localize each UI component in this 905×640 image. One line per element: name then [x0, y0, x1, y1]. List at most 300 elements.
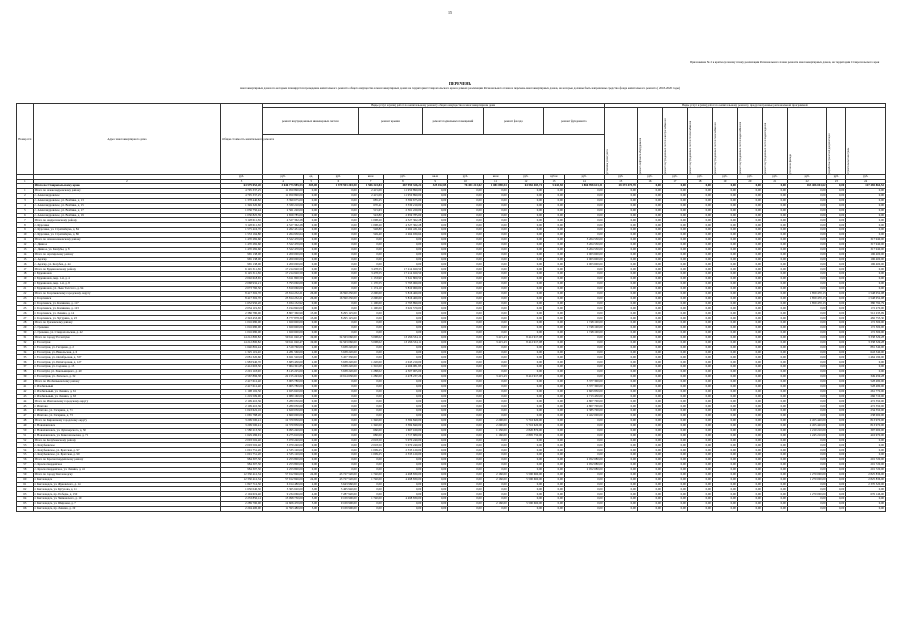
value-cell: 2 204 400,00 [221, 507, 263, 512]
row-index-cell: 63 [17, 492, 34, 497]
unit-cell: руб. [662, 175, 687, 179]
address-cell: с. Красногвардейское, ул. Ленина, д. 41 [33, 467, 221, 472]
value-cell: 2 925 620,00 [262, 389, 304, 394]
value-cell: 0,00 [737, 203, 762, 208]
value-cell: 1 245 210,00 [787, 433, 827, 438]
value-cell: 0,00 [319, 306, 359, 311]
value-cell: 3 209 500,41 [221, 418, 263, 423]
address-cell: с. Грачевка, ул. Ставропольская, д. 42 [33, 330, 221, 335]
value-cell: 5 070 240,00 [262, 438, 304, 443]
value-cell: 0,00 [712, 218, 737, 223]
value-cell: 0,00 [827, 365, 846, 370]
value-cell: 1 130,00 [483, 428, 508, 433]
value-cell: 1 001 751,20 [221, 448, 263, 453]
value-cell: 0,00 [483, 389, 508, 394]
value-cell: 0,00 [827, 428, 846, 433]
value-cell: 0,00 [662, 389, 687, 394]
vertical-header: ремонт внутридомовых систем газоснабжения [713, 122, 717, 175]
value-cell: 5 905 780,00 [262, 384, 304, 389]
value-cell: 0,00 [304, 306, 319, 311]
value-cell: 0,00 [662, 507, 687, 512]
row-index-cell: 16 [17, 262, 34, 267]
value-cell: 0,00 [846, 203, 886, 208]
value-cell: 0,00 [448, 384, 483, 389]
value-cell: 0,00 [662, 208, 687, 213]
address-cell: г. Новопавловск [33, 423, 221, 428]
value-cell: 0,00 [604, 453, 637, 458]
value-cell: 0,00 [319, 448, 359, 453]
value-cell: 0,00 [687, 453, 712, 458]
value-cell: 0,00 [564, 306, 604, 311]
value-cell: 0,00 [508, 467, 543, 472]
value-cell: 2 820 870,00 [508, 428, 543, 433]
value-cell: 0,00 [304, 389, 319, 394]
value-cell: 0,00 [423, 379, 448, 384]
value-cell: 0,00 [712, 213, 737, 218]
value-cell: 0,00 [787, 238, 827, 243]
value-cell: 0,00 [319, 443, 359, 448]
value-cell: 0,00 [508, 272, 543, 277]
value-cell: 0,00 [662, 340, 687, 345]
value-cell: 0,00 [544, 350, 565, 355]
value-cell: 0,00 [762, 394, 787, 399]
value-cell: 0,00 [846, 438, 886, 443]
value-cell: 0,00 [827, 330, 846, 335]
address-cell: с. Грачевка [33, 326, 221, 331]
value-cell: 0,00 [762, 443, 787, 448]
value-cell: 0,00 [762, 497, 787, 502]
unit-cell: кв.м [358, 175, 383, 179]
value-cell: 8 777 878,30 [262, 316, 304, 321]
value-cell: 0,00 [662, 267, 687, 272]
value-cell: 2 535 120,00 [262, 453, 304, 458]
value-cell: 0,00 [827, 296, 846, 301]
value-cell: 0,00 [712, 306, 737, 311]
value-cell: 0,00 [662, 472, 687, 477]
value-cell: 0,00 [423, 242, 448, 247]
value-cell: 0,00 [544, 502, 565, 507]
value-cell: 0,00 [604, 194, 637, 199]
value-cell: 0,00 [712, 462, 737, 467]
value-cell: 0,00 [448, 296, 483, 301]
value-cell: 0,00 [483, 301, 508, 306]
address-cell: Итого по Александровскому району [33, 189, 221, 194]
value-cell: 0,00 [423, 428, 448, 433]
value-cell: 5 683 430,00 [262, 360, 304, 365]
value-cell: 76 451 213,02 [448, 184, 483, 189]
value-cell: 0,00 [846, 189, 886, 194]
value-cell: 0,00 [687, 394, 712, 399]
value-cell: 0,00 [423, 282, 448, 287]
value-cell: 5 377 300,00 [564, 384, 604, 389]
value-cell: 3 638 220,00 [319, 370, 359, 375]
address-cell: Итого по Арзгирскому району [33, 252, 221, 257]
address-cell: с. Александровское [33, 194, 221, 199]
row-index-cell: 13 [17, 247, 34, 252]
value-cell: 0,00 [637, 399, 662, 404]
value-cell: 0,00 [483, 262, 508, 267]
value-cell: 0,00 [762, 335, 787, 340]
value-cell: 12 370 850,00 [262, 418, 304, 423]
value-cell: 0,00 [687, 355, 712, 360]
value-cell: 0,00 [448, 438, 483, 443]
value-cell: 0,00 [319, 379, 359, 384]
value-cell: 14 212 800,82 [221, 340, 263, 345]
value-cell: 0,00 [737, 482, 762, 487]
value-cell: 0,00 [423, 497, 448, 502]
value-cell: 0,00 [637, 228, 662, 233]
value-cell: 0,00 [662, 233, 687, 238]
value-cell: 349 459,28 [846, 374, 886, 379]
value-cell: 0,00 [304, 423, 319, 428]
value-cell: 0,00 [423, 482, 448, 487]
value-cell: 0,00 [687, 492, 712, 497]
value-cell: 0,00 [637, 443, 662, 448]
address-cell: г. Кисловодск, пр. Победы, д. 150 [33, 492, 221, 497]
value-cell: 0,00 [423, 316, 448, 321]
value-cell: 0,00 [448, 321, 483, 326]
value-cell: 2 415,09 [358, 194, 383, 199]
value-cell: 26,00 [304, 291, 319, 296]
value-cell: 6 145 311,36 [221, 272, 263, 277]
value-cell: 3 522 470,00 [262, 242, 304, 247]
value-cell: 0,00 [604, 291, 637, 296]
value-cell: 0,00 [423, 477, 448, 482]
value-cell: 0,00 [637, 379, 662, 384]
value-cell: 0,00 [687, 482, 712, 487]
value-cell: 0,00 [544, 267, 565, 272]
row-index-cell: 31 [17, 335, 34, 340]
value-cell: 0,00 [712, 194, 737, 199]
value-cell: 0,00 [358, 492, 383, 497]
value-cell: 0,00 [319, 238, 359, 243]
value-cell: 0,00 [687, 414, 712, 419]
value-cell: 0,00 [358, 326, 383, 331]
value-cell: 3 338 529,28 [846, 335, 886, 340]
value-cell: 1 575 416,70 [221, 228, 263, 233]
value-cell: 0,00 [827, 458, 846, 463]
value-cell: 5 377 300,00 [564, 379, 604, 384]
value-cell: 0,00 [712, 316, 737, 321]
value-cell: 0,00 [604, 247, 637, 252]
value-cell: 0,00 [604, 208, 637, 213]
value-cell: 2,00 [304, 370, 319, 375]
value-cell: 0,00 [604, 502, 637, 507]
value-cell: 0,00 [304, 321, 319, 326]
unit-cell: руб. [846, 175, 886, 179]
value-cell: 0,00 [448, 482, 483, 487]
value-cell: 0,00 [737, 213, 762, 218]
value-cell: 0,00 [712, 467, 737, 472]
value-cell: 0,00 [787, 360, 827, 365]
value-cell: 0,00 [544, 443, 565, 448]
address-cell: с. Курсавка [33, 223, 221, 228]
value-cell: 0,00 [319, 262, 359, 267]
column-number-cell: 15 [604, 179, 637, 183]
value-cell: 0,00 [304, 458, 319, 463]
value-cell: 0,00 [662, 399, 687, 404]
value-cell: 0,00 [737, 453, 762, 458]
value-cell: 2 003 600,00 [564, 257, 604, 262]
value-cell: 2 567 896,38 [221, 374, 263, 379]
value-cell: 0,00 [787, 482, 827, 487]
value-cell: 11 950 890,00 [262, 189, 304, 194]
value-cell: 0,00 [483, 345, 508, 350]
value-cell: 172 500,00 [846, 330, 886, 335]
value-cell: 2,00 [304, 482, 319, 487]
value-cell: 0,00 [737, 394, 762, 399]
value-cell: 0,00 [637, 365, 662, 370]
value-cell: 0,00 [508, 306, 543, 311]
value-cell: 0,00 [637, 423, 662, 428]
value-cell: 0,00 [304, 233, 319, 238]
value-cell: 0,00 [762, 189, 787, 194]
value-cell: 17 214 920,50 [262, 267, 304, 272]
value-cell: 0,00 [687, 277, 712, 282]
vertical-header: строительный контроль [847, 148, 851, 175]
value-cell: 0,00 [604, 370, 637, 375]
row-index-cell: 15 [17, 257, 34, 262]
value-cell: 0,00 [662, 355, 687, 360]
value-cell: 2 200 000,00 [262, 252, 304, 257]
value-cell: 25 814 232,21 [262, 296, 304, 301]
row-index-cell: 4 [17, 203, 34, 208]
value-cell: 3 415,43 [483, 374, 508, 379]
value-cell: 0,00 [423, 462, 448, 467]
value-cell: 0,00 [637, 272, 662, 277]
value-cell: 0,00 [827, 233, 846, 238]
value-cell: 2 385 700,00 [564, 409, 604, 414]
value-cell: 0,00 [423, 340, 448, 345]
value-cell: 0,00 [787, 321, 827, 326]
value-cell: 0,00 [483, 218, 508, 223]
value-cell: 0,00 [423, 458, 448, 463]
value-cell: 2 003 600,00 [564, 262, 604, 267]
value-cell: 1 016 680,00 [221, 330, 263, 335]
value-cell: 0,00 [304, 330, 319, 335]
value-cell: 660,00 [358, 428, 383, 433]
value-cell: 0,00 [544, 301, 565, 306]
row-index-cell: 10 [17, 233, 34, 238]
value-cell: 0,00 [564, 448, 604, 453]
value-cell: 0,00 [483, 194, 508, 199]
value-cell: 965 138,00 [221, 262, 263, 267]
value-cell: 0,00 [304, 379, 319, 384]
row-index-cell: 57 [17, 462, 34, 467]
value-cell: 0,00 [304, 399, 319, 404]
address-cell: с. Кочубеевское, ул. Братская, д. 97 [33, 448, 221, 453]
value-cell: 0,00 [604, 389, 637, 394]
value-cell: 0,00 [423, 233, 448, 238]
row-index-cell: 35 [17, 355, 34, 360]
value-cell: 5 590 660,00 [508, 472, 543, 477]
value-cell: 0,00 [637, 389, 662, 394]
value-cell: 1 548 052,08 [846, 291, 886, 296]
address-cell: г. Буденновск, ул. Льва Толстого, д. 94 [33, 286, 221, 291]
value-cell: 3 415,43 [483, 340, 508, 345]
value-cell: 2 713 450,00 [564, 394, 604, 399]
value-cell: 0,00 [827, 438, 846, 443]
value-cell: 0,00 [604, 497, 637, 502]
value-cell: 1 270 000,00 [787, 472, 827, 477]
value-cell: 5 098,02 [358, 335, 383, 340]
value-cell: 0,00 [662, 194, 687, 199]
value-cell: 2 455 420,00 [787, 418, 827, 423]
unit-cell: руб. [637, 175, 662, 179]
value-cell: 0,00 [762, 340, 787, 345]
value-cell: 0,00 [637, 262, 662, 267]
value-cell: 0,00 [483, 507, 508, 512]
value-cell: 0,00 [687, 340, 712, 345]
sub-header: ремонт фасада [483, 108, 543, 135]
value-cell: 0,00 [604, 326, 637, 331]
value-cell: 0,00 [787, 370, 827, 375]
value-cell: 0,00 [637, 189, 662, 194]
value-cell: 0,00 [712, 472, 737, 477]
value-cell: 0,00 [483, 438, 508, 443]
value-cell: 0,00 [687, 428, 712, 433]
value-cell: 0,00 [637, 296, 662, 301]
value-cell: 0,00 [508, 330, 543, 335]
value-cell: 317 940,00 [846, 247, 886, 252]
value-cell: 0,00 [319, 433, 359, 438]
value-cell: 0,00 [304, 414, 319, 419]
value-cell: 1 065 788,20 [221, 414, 263, 419]
value-cell: 528 480,00 [846, 384, 886, 389]
value-cell: 0,00 [564, 272, 604, 277]
row-index-cell: 21 [17, 286, 34, 291]
value-cell: 0,00 [637, 355, 662, 360]
value-cell: 0,00 [827, 257, 846, 262]
value-cell: 1 859 470,13 [787, 291, 827, 296]
value-cell: 0,00 [762, 458, 787, 463]
value-cell: 1 847 712,50 [221, 482, 263, 487]
value-cell: 1 016 680,00 [221, 326, 263, 331]
value-cell: 0,00 [508, 399, 543, 404]
value-cell: 0,00 [604, 492, 637, 497]
value-cell: 0,00 [737, 316, 762, 321]
value-cell: 0,00 [712, 233, 737, 238]
value-cell: 0,00 [304, 262, 319, 267]
value-cell: 0,00 [712, 487, 737, 492]
value-cell: 0,00 [564, 418, 604, 423]
value-cell: 0,00 [604, 360, 637, 365]
value-cell: 0,00 [508, 350, 543, 355]
value-cell: 3 478,55 [358, 272, 383, 277]
value-cell: 0,00 [737, 282, 762, 287]
value-cell: 0,00 [737, 228, 762, 233]
value-cell: 0,00 [544, 296, 565, 301]
value-cell: 0,00 [827, 326, 846, 331]
value-cell: 0,00 [448, 194, 483, 199]
value-cell: 0,00 [508, 198, 543, 203]
value-cell: 0,00 [827, 379, 846, 384]
value-cell: 11 950 890,00 [262, 194, 304, 199]
value-cell: 1 036 750,44 [221, 208, 263, 213]
value-cell: 0,00 [358, 467, 383, 472]
value-cell: 0,00 [304, 467, 319, 472]
value-cell: 22 155 243,62 [262, 374, 304, 379]
value-cell: 4,00 [304, 492, 319, 497]
value-cell: 0,00 [319, 404, 359, 409]
column-number-cell: 23 [827, 179, 846, 183]
address-cell: г. Ипатово, ул. Гагарина, д. 73 [33, 414, 221, 419]
row-index-cell: 12 [17, 242, 34, 247]
value-cell: 0,00 [604, 262, 637, 267]
value-cell: 7 287 920,00 [319, 492, 359, 497]
value-cell: 4 498 830,00 [383, 472, 423, 477]
value-cell: 984 307,50 [221, 462, 263, 467]
value-cell: 0,00 [827, 389, 846, 394]
value-cell: 5 590 660,00 [508, 502, 543, 507]
value-cell: 2 200 000,00 [262, 262, 304, 267]
value-cell: 0,00 [544, 198, 565, 203]
value-cell: 0,00 [687, 194, 712, 199]
value-cell: 5 070 240,00 [383, 443, 423, 448]
value-cell: 1 740,00 [358, 497, 383, 502]
value-cell: 0,00 [423, 453, 448, 458]
value-cell: 0,00 [737, 492, 762, 497]
value-cell: 0,00 [737, 223, 762, 228]
value-cell: 0,00 [564, 443, 604, 448]
value-cell: 0,00 [604, 340, 637, 345]
col-header-group-a: Виды услуг и (или) работ по капитальному ремонту общего имущества в многоквартирном доме [262, 104, 604, 108]
value-cell: 0,00 [762, 213, 787, 218]
value-cell: 0,00 [604, 355, 637, 360]
value-cell: 0,00 [423, 203, 448, 208]
value-cell: 0,00 [762, 267, 787, 272]
column-number-cell: 1 [17, 179, 34, 183]
value-cell: 1 470 282,60 [221, 242, 263, 247]
value-cell: 0,00 [483, 277, 508, 282]
value-cell: 0,00 [448, 487, 483, 492]
value-cell: 9 109 900,00 [319, 507, 359, 512]
value-cell: 0,00 [737, 428, 762, 433]
value-cell: 0,00 [483, 330, 508, 335]
value-cell: 0,00 [712, 252, 737, 257]
value-cell: 0,00 [448, 443, 483, 448]
value-cell: 0,00 [319, 208, 359, 213]
value-cell: 3 638 220,00 [319, 365, 359, 370]
column-number-cell: 17 [662, 179, 687, 183]
value-cell: 19,00 [304, 335, 319, 340]
value-cell: 0,00 [508, 355, 543, 360]
value-cell: 2 109 410,36 [221, 399, 263, 404]
value-cell: 0,00 [544, 326, 565, 331]
value-cell: 0,00 [604, 399, 637, 404]
value-cell: 0,00 [787, 414, 827, 419]
value-cell: 163 406 043,62 [787, 184, 827, 189]
value-cell: 0,00 [304, 428, 319, 433]
value-cell: 0,00 [662, 404, 687, 409]
value-cell: 0,00 [423, 418, 448, 423]
value-cell: 0,00 [762, 477, 787, 482]
row-index-cell: 17 [17, 267, 34, 272]
value-cell: 0,00 [712, 502, 737, 507]
value-cell: 0,00 [712, 291, 737, 296]
value-cell: 0,00 [304, 448, 319, 453]
value-cell: 4 807 700,00 [564, 404, 604, 409]
value-cell: 3 338 529,28 [846, 340, 886, 345]
value-cell: 0,00 [604, 462, 637, 467]
column-number-cell: 4 [262, 179, 304, 183]
value-cell: 0,00 [762, 247, 787, 252]
value-cell: 0,00 [637, 438, 662, 443]
value-cell: 0,00 [762, 321, 787, 326]
row-index-cell: 22 [17, 291, 34, 296]
value-cell: 0,00 [544, 414, 565, 419]
value-cell: 0,00 [712, 458, 737, 463]
